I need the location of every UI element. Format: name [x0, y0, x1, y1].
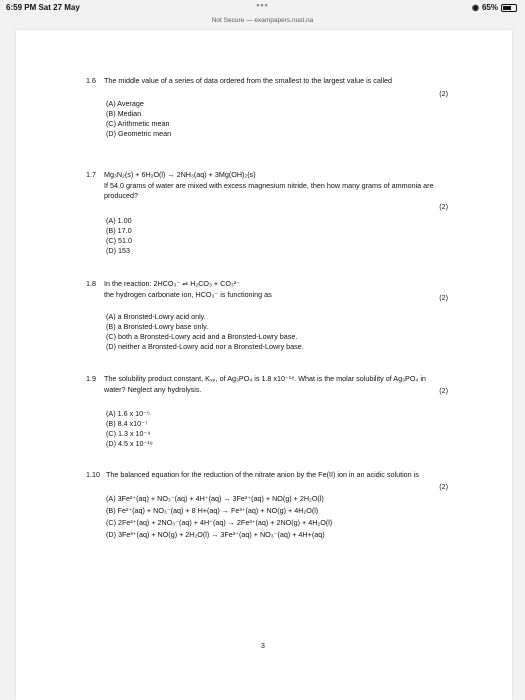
option-a: (A) 1.00	[106, 215, 132, 225]
option-d: (D) 3Fe³⁺(aq) + NO(g) + 2H₂O(l) → 3Fe³⁺(aq) + NO₃⁻(aq) + 4H+(aq)	[106, 529, 325, 539]
question-number: 1.8	[86, 279, 96, 288]
option-b: (B) Fe²⁺(aq) + NO₃⁻(aq) + 8 H+(aq) → Fe³⁺(aq) + NO(g) + 4H₂O(l)	[106, 505, 319, 515]
wifi-icon: ◉	[472, 3, 479, 12]
option-a: (A) a Bronsted-Lowry acid only.	[106, 312, 206, 321]
option-c: (C) 1.3 x 10⁻⁹	[106, 429, 151, 438]
page-number: 3	[261, 643, 265, 650]
question-marks: (2)	[439, 202, 448, 211]
security-label: Not Secure	[211, 17, 245, 24]
option-c: (C) Arithmetic mean	[106, 118, 170, 128]
option-d: (D) Geometric mean	[106, 128, 172, 138]
question-1-8	[86, 279, 446, 352]
question-marks: (2)	[439, 386, 448, 395]
status-bar	[0, 0, 525, 14]
question-1-9	[86, 374, 446, 449]
question-1-7	[86, 170, 446, 256]
option-a: (A) 3Fe²⁺(aq) + NO₃⁻(aq) + 4H⁺(aq) → 3Fe³⁺(aq) + NO(g) + 2H₂O(l)	[106, 493, 324, 503]
option-a: (A) Average	[106, 98, 144, 108]
option-c: (C) 51.0	[106, 235, 132, 245]
status-time: 6:59 PM Sat 27 May	[6, 3, 80, 12]
question-marks: (2)	[439, 293, 448, 302]
question-number: 1.9	[86, 374, 96, 383]
option-d: (D) 153	[106, 245, 130, 255]
status-right	[472, 3, 517, 12]
url-separator: —	[246, 17, 253, 24]
option-a: (A) 1.6 x 10⁻⁵	[106, 409, 150, 418]
question-equation: In the reaction: 2HCO₃⁻ ⇌ H₂CO₃ + CO₃²⁻	[104, 279, 241, 288]
battery-percent: 65%	[481, 3, 498, 12]
document-page	[16, 30, 512, 700]
question-text: the hydrogen carbonate ion, HCO₃⁻ is functioning as	[104, 289, 272, 299]
question-number: 1.6	[86, 76, 96, 85]
question-number: 1.7	[86, 170, 96, 179]
option-b: (B) Median	[106, 108, 142, 118]
option-c: (C) 2Fe²⁺(aq) + 2NO₃⁻(aq) + 4H⁺(aq) → 2Fe³⁺(aq) + 2NO(g) + 4H₂O(l)	[106, 517, 333, 527]
question-marks: (2)	[439, 89, 448, 98]
option-d: (D) neither a Bronsted-Lowry acid nor a Bronsted-Lowry base.	[106, 342, 304, 351]
option-b: (B) a Bronsted-Lowry base only.	[106, 322, 209, 331]
multitask-dots[interactable]: •••	[256, 0, 269, 10]
url-bar[interactable]	[0, 14, 525, 28]
question-equation: Mg₃N₂(s) + 6H₂O(l) → 2NH₃(aq) + 3Mg(OH)₂(s)	[104, 170, 256, 179]
question-marks: (2)	[439, 482, 448, 491]
question-text: The balanced equation for the reduction of the nitrate anion by the Fe(II) ion in an acidic solution is	[106, 470, 419, 479]
option-b: (B) 8.4 x10⁻⁷	[106, 419, 148, 428]
question-number: 1.10	[86, 470, 100, 479]
option-b: (B) 17.0	[106, 225, 132, 235]
question-text: The middle value of a series of data ordered from the smallest to the largest value is called	[104, 76, 393, 85]
url-domain: exampapers.nust.na	[254, 17, 314, 24]
question-text: The solubility product constant, Kₛₚ, of Ag₃PO₄ is 1.8 x10⁻¹⁸. What is the molar solubility of Ag₃PO₄ in water? Neglect any hydrolysis.	[104, 374, 426, 394]
question-1-6	[86, 76, 446, 139]
question-text: If 54.0 grams of water are mixed with excess magnesium nitride, then how many grams of ammonia are produced?	[104, 180, 434, 200]
question-1-10	[86, 470, 446, 541]
option-c: (C) both a Bronsted-Lowry acid and a Bronsted-Lowry base.	[106, 332, 298, 341]
option-d: (D) 4.5 x 10⁻¹⁹	[106, 439, 153, 448]
battery-icon	[501, 4, 517, 12]
